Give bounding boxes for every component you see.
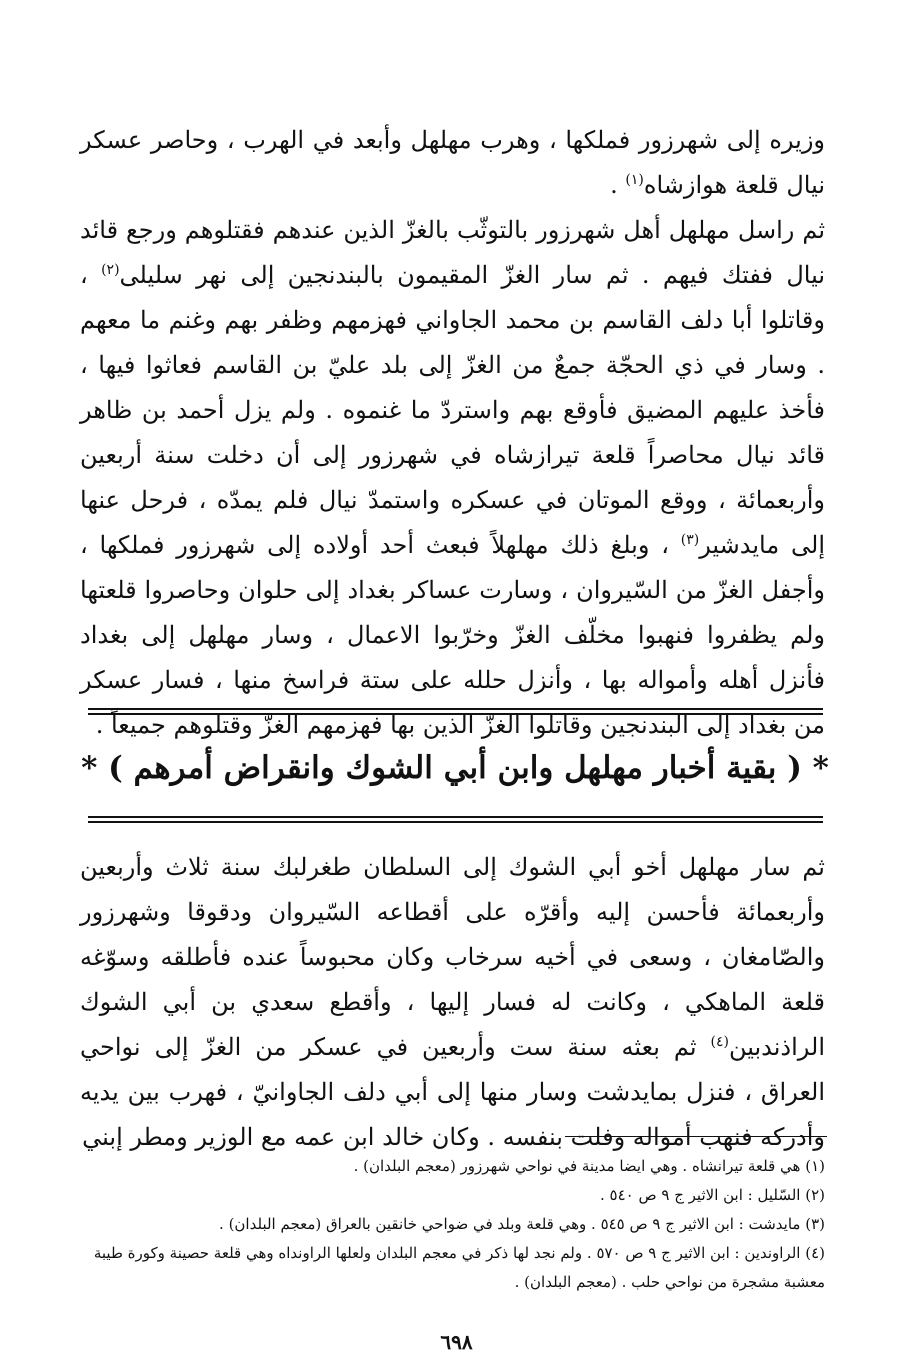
paragraph-1 <box>80 118 825 208</box>
paragraph-1-text: وزيره إلى شهرزور فملكها ، وهرب مهلهل وأبعد في الهرب ، وحاصر عسكر نيال قلعة هوازشاه <box>80 126 825 199</box>
footnote-ref-1[interactable]: (١) <box>625 172 644 188</box>
paragraph-3-part-a: ثم سار مهلهل أخو أبي الشوك إلى السلطان طغرلبك سنة ثلاث وأربعين وأربعمائة فأحسن إليه وأقرّه على أقطاعه السّيروان ودقوقا وشهرزور والصّامغان ، وسعى في أخيه سرخاب وكان محبوساً عنده فأطلقه وسوّغه قلعة الماهكي ، وكانت له فسار إليها ، وأقطع سعدي بن أبي الشوك الراذندبين <box>80 853 825 1061</box>
footnote-ref-4[interactable]: (٤) <box>710 1034 729 1050</box>
footnote-4: (٤) الراوندين : ابن الاثير ج ٩ ص ٥٧٠ . ولم نجد لها ذكر في معجم البلدان ولعلها الراونداه وهي قلعة حصينة وكورة طيبة معشبة مشجرة من نواحي حلب . (معجم البلدان) . <box>93 1244 825 1291</box>
footnote-3: (٣) مايدشت : ابن الاثير ج ٩ ص ٥٤٥ . وهي قلعة وبلد في ضواحي خانقين بالعراق (معجم البلدان) . <box>219 1215 825 1233</box>
footnote-1: (١) هي قلعة تيرانشاه . وهي ايضا مدينة في نواحي شهرزور (معجم البلدان) . <box>353 1157 825 1175</box>
paragraph-2-part-b: ، وقاتلوا أبا دلف القاسم بن محمد الجاواني فهزمهم وظفر بهم وغنم ما معهم . وسار في ذي الحجّة جمعٌ من الغزّ إلى بلد عليّ بن القاسم فعاثوا فيها ، فأخذ عليهم المضيق فأوقع بهم واستردّ ما غنموه . ولم يزل أحمد بن ظاهر قائد نيال محاصراً قلعة تيرازشاه في شهرزور إلى أن دخلت سنة أربعين وأربعمائة ، ووقع الموتان في عسكره واستمدّ نيال فلم يمدّه ، فرحل عنها إلى مايدشير <box>80 261 825 559</box>
footnote-ref-2[interactable]: (٢) <box>101 262 120 278</box>
footnote-ref-3[interactable]: (٣) <box>680 532 700 548</box>
footnote-2: (٢) السّليل : ابن الاثير ج ٩ ص ٥٤٠ . <box>599 1186 825 1204</box>
bottom-text-block <box>80 845 825 1160</box>
footnote-separator <box>565 1136 827 1137</box>
page-number: ٦٩٨ <box>440 1330 473 1354</box>
footnotes <box>80 1152 825 1297</box>
paragraph-1-end: . <box>610 171 626 199</box>
heading-rule-bottom <box>88 816 823 823</box>
paragraph-2 <box>80 208 825 748</box>
paragraph-2-part-c: ، وبلغ ذلك مهلهلاً فبعث أحد أولاده إلى شهرزور فملكها ، وأجفل الغزّ من السّيروان ، وسارت عساكر بغداد إلى حلوان وحاصروا قلعتها ولم يظفروا فنهبوا مخلّف الغزّ وخرّبوا الاعمال ، وسار مهلهل إلى بغداد فأنزل أهله وأمواله بها ، وأنزل حلله على ستة فراسخ منها ، فسار عسكر من بغداد إلى البندنجين وقاتلوا الغزّ الذين بها فهزمهم الغزّ وقتلوهم جميعاً . <box>80 531 825 739</box>
paragraph-2-part-a: ثم راسل مهلهل أهل شهرزور بالتوثّب بالغزّ الذين عندهم فقتلوهم ورجع قائد نيال ففتك فيهم . ثم سار الغزّ المقيمون بالبندنجين إلى نهر سليلى <box>80 216 826 289</box>
paragraph-3 <box>80 845 825 1160</box>
section-heading: * ( بقية أخبار مهلهل وابن أبي الشوك وانقراض أمرهم ) * <box>81 750 829 786</box>
top-text-block <box>80 118 825 748</box>
heading-rule-top <box>88 708 823 715</box>
paragraph-3-part-b: ثم بعثه سنة ست وأربعين في عسكر من الغزّ إلى نواحي العراق ، فنزل بمايدشت وسار منها إلى أبي دلف الجاوانيّ ، فهرب بين يديه وأدركه فنهب أمواله وفلت بنفسه . وكان خالد ابن عمه مع الوزير ومطر إبني <box>80 1033 825 1151</box>
